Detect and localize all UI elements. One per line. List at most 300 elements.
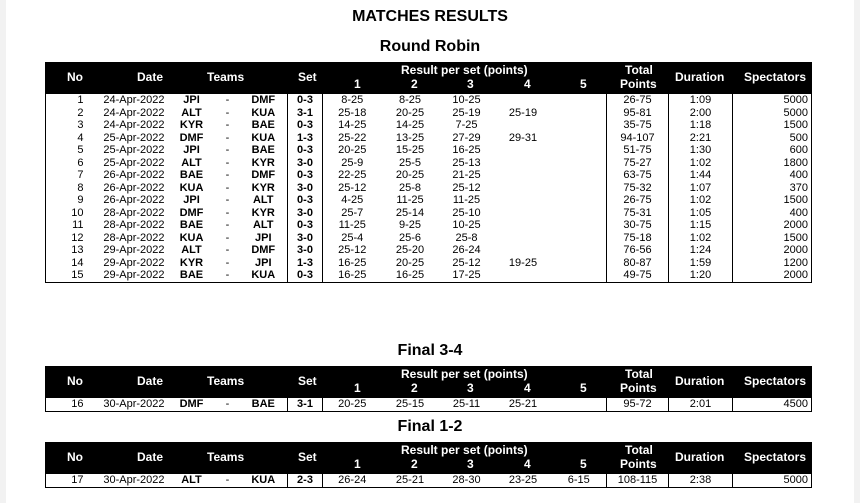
section-title-final-1-2: Final 1-2 — [397, 418, 463, 435]
cell-s2: 9-25 — [398, 219, 422, 231]
table-row — [46, 119, 812, 132]
header-set-3: 3 — [467, 381, 474, 395]
table-row — [46, 194, 812, 207]
cell-s3: 17-25 — [452, 269, 481, 281]
cell-date: 30-Apr-2022 — [103, 398, 165, 410]
cell-s5 — [552, 244, 607, 257]
cell-t2: KUA — [251, 106, 276, 119]
cell-s3: 25-19 — [452, 106, 481, 119]
cell-s4 — [495, 269, 552, 282]
cell-s1: 4-25 — [323, 194, 382, 207]
cell-set: 3-1 — [288, 398, 323, 412]
cell-spec: 4500 — [733, 398, 812, 412]
cell-s2: 25-14 — [395, 206, 425, 219]
header-set-4: 4 — [524, 77, 531, 91]
cell-t1: ALT — [181, 244, 202, 256]
cell-s3: 11-25 — [452, 194, 481, 206]
header-points: Points — [620, 77, 657, 91]
cell-no: 3 — [77, 119, 84, 131]
round-robin-table — [45, 93, 812, 283]
cell-total: 26-75 — [607, 94, 669, 107]
cell-s5 — [552, 169, 607, 182]
header-result-per-set: Result per set (points) — [401, 367, 528, 381]
cell-t1: KUA — [179, 231, 204, 244]
cell-dash: - — [225, 156, 230, 169]
cell-date: 30-Apr-2022 — [103, 474, 165, 486]
table-row — [46, 157, 812, 170]
cell-s2: 25-6 — [398, 231, 422, 244]
cell-date: 28-Apr-2022 — [103, 231, 165, 244]
cell-spec: 600 — [733, 144, 812, 157]
cell-s1: 25-4 — [323, 232, 382, 245]
header-total: Total — [625, 63, 653, 77]
cell-spec: 370 — [733, 182, 812, 195]
cell-dur: 2:01 — [669, 398, 733, 412]
cell-s5 — [552, 144, 607, 157]
header-teams: Teams — [207, 374, 245, 388]
cell-set: 0-3 — [288, 144, 323, 157]
cell-s3: 21-25 — [452, 169, 481, 181]
cell-date: 28-Apr-2022 — [103, 219, 165, 231]
section-title-final-3-4: Final 3-4 — [397, 342, 463, 359]
cell-date: 24-Apr-2022 — [103, 106, 165, 119]
header-date: Date — [137, 70, 164, 84]
cell-s3: 16-25 — [452, 144, 481, 156]
header-set-5: 5 — [580, 77, 587, 91]
cell-s2: 13-25 — [395, 131, 425, 144]
cell-t2: KYR — [251, 181, 275, 194]
cell-date: 25-Apr-2022 — [103, 131, 165, 144]
cell-total: 95-72 — [607, 398, 669, 412]
cell-dash: - — [225, 131, 230, 144]
cell-s3: 25-13 — [452, 156, 481, 169]
cell-spec: 5000 — [733, 474, 812, 488]
cell-total: 75-32 — [607, 182, 669, 195]
cell-total: 51-75 — [607, 144, 669, 157]
table-row — [46, 269, 812, 282]
cell-s4: 19-25 — [508, 256, 538, 269]
cell-date: 25-Apr-2022 — [103, 156, 165, 169]
header-set-1: 1 — [354, 381, 361, 395]
cell-t1: DMF — [179, 398, 204, 410]
cell-dur: 1:59 — [669, 257, 733, 270]
table-row — [46, 207, 812, 220]
cell-s1: 25-9 — [323, 157, 382, 170]
cell-dur: 2:00 — [669, 107, 733, 120]
cell-t1: DMF — [179, 131, 204, 144]
cell-spec: 5000 — [733, 107, 812, 120]
cell-dur: 1:02 — [669, 157, 733, 170]
header-set-2: 2 — [411, 457, 418, 471]
cell-dash: - — [225, 106, 230, 119]
cell-spec: 400 — [733, 169, 812, 182]
header-points: Points — [620, 457, 657, 471]
table-row — [46, 144, 812, 157]
cell-total: 95-81 — [607, 107, 669, 120]
cell-t1: BAE — [179, 269, 204, 281]
cell-dur: 1:09 — [669, 94, 733, 107]
cell-t1: KYR — [179, 256, 204, 269]
cell-s3: 25-10 — [452, 206, 481, 219]
cell-s4 — [495, 94, 552, 107]
cell-dur: 1:15 — [669, 219, 733, 232]
cell-no: 13 — [71, 244, 84, 256]
cell-dur: 1:02 — [669, 232, 733, 245]
table-row — [46, 219, 812, 232]
cell-no: 11 — [72, 219, 84, 231]
cell-dur: 2:38 — [669, 474, 733, 488]
header-set-4: 4 — [524, 457, 531, 471]
cell-spec: 2000 — [733, 269, 812, 282]
cell-dash: - — [225, 194, 230, 206]
cell-s5 — [552, 194, 607, 207]
cell-total: 75-27 — [607, 157, 669, 170]
cell-dash: - — [225, 94, 230, 106]
cell-set: 1-3 — [288, 132, 323, 145]
cell-s2: 20-25 — [395, 169, 425, 181]
cell-s2: 11-25 — [396, 194, 424, 206]
cell-dur: 1:30 — [669, 144, 733, 157]
header-spectators: Spectators — [744, 70, 807, 84]
cell-s1: 20-25 — [323, 398, 382, 412]
header-total: Total — [625, 367, 653, 381]
cell-total: 63-75 — [607, 169, 669, 182]
header-set: Set — [298, 374, 317, 388]
cell-t2: ALT — [252, 219, 274, 231]
cell-no: 5 — [77, 144, 84, 156]
cell-s4 — [495, 169, 552, 182]
cell-set: 3-0 — [288, 207, 323, 220]
cell-total: 76-56 — [607, 244, 669, 257]
cell-total: 26-75 — [607, 194, 669, 207]
cell-dur: 1:18 — [669, 119, 733, 132]
cell-total: 49-75 — [607, 269, 669, 282]
cell-s2: 20-25 — [395, 106, 425, 119]
cell-spec: 1500 — [733, 232, 812, 245]
cell-s4: 25-19 — [508, 106, 538, 119]
cell-dash: - — [225, 474, 230, 486]
cell-t1: BAE — [179, 219, 204, 231]
cell-set: 0-3 — [288, 169, 323, 182]
cell-s3: 26-24 — [452, 244, 481, 256]
cell-total: 80-87 — [607, 257, 669, 270]
cell-dash: - — [225, 269, 230, 281]
cell-t1: JPI — [183, 94, 200, 106]
cell-set: 3-0 — [288, 232, 323, 245]
header-no: No — [67, 70, 83, 84]
cell-s4 — [495, 182, 552, 195]
header-duration: Duration — [675, 70, 725, 84]
cell-s3: 25-11 — [452, 398, 481, 410]
header-spectators: Spectators — [744, 450, 807, 464]
cell-t2: JPI — [254, 256, 272, 269]
cell-s2: 25-5 — [398, 156, 422, 169]
cell-t2: ALT — [252, 194, 274, 206]
cell-date: 26-Apr-2022 — [103, 181, 165, 194]
header-set-2: 2 — [411, 381, 418, 395]
cell-s5 — [552, 398, 607, 412]
cell-t2: KYR — [251, 206, 275, 219]
cell-dash: - — [225, 144, 230, 156]
cell-dash: - — [225, 231, 230, 244]
table-row — [46, 132, 812, 145]
cell-s3: 25-12 — [452, 256, 481, 269]
cell-dur: 1:24 — [669, 244, 733, 257]
header-date: Date — [137, 374, 164, 388]
cell-set: 3-1 — [288, 107, 323, 120]
cell-t2: KUA — [251, 474, 276, 486]
cell-spec: 400 — [733, 207, 812, 220]
cell-s2: 25-21 — [395, 474, 425, 486]
cell-set: 1-3 — [288, 257, 323, 270]
header-set-4: 4 — [524, 381, 531, 395]
cell-date: 24-Apr-2022 — [103, 119, 165, 131]
header-set-1: 1 — [354, 457, 361, 471]
cell-date: 29-Apr-2022 — [103, 244, 165, 256]
cell-s1: 16-25 — [323, 269, 382, 282]
cell-no: 15 — [71, 269, 84, 281]
table-row — [46, 182, 812, 195]
cell-s1: 25-12 — [323, 182, 382, 195]
cell-t2: BAE — [251, 144, 275, 156]
header-set-3: 3 — [467, 77, 474, 91]
table-row — [46, 474, 812, 488]
final-3-4-table — [45, 397, 812, 412]
cell-spec: 500 — [733, 132, 812, 145]
header-teams: Teams — [207, 70, 245, 84]
cell-no: 8 — [77, 181, 84, 194]
table-row — [46, 244, 812, 257]
cell-s1: 26-24 — [323, 474, 382, 488]
cell-dash: - — [225, 119, 230, 131]
cell-s4 — [495, 219, 552, 232]
table-header — [45, 442, 812, 473]
cell-date: 26-Apr-2022 — [103, 194, 165, 206]
cell-t1: DMF — [179, 206, 204, 219]
cell-no: 9 — [77, 194, 84, 206]
cell-s1: 11-25 — [323, 219, 382, 232]
cell-no: 14 — [71, 256, 84, 269]
section-title-round-robin: Round Robin — [379, 38, 481, 55]
cell-t2: KYR — [251, 156, 275, 169]
cell-s4 — [495, 244, 552, 257]
cell-s4 — [495, 232, 552, 245]
cell-s5 — [552, 157, 607, 170]
cell-t1: ALT — [181, 106, 202, 119]
cell-spec: 1800 — [733, 157, 812, 170]
cell-s1: 14-25 — [323, 119, 382, 132]
cell-spec: 1200 — [733, 257, 812, 270]
cell-total: 94-107 — [607, 132, 669, 145]
cell-s2: 14-25 — [395, 119, 425, 131]
table-header — [45, 62, 812, 93]
cell-spec: 2000 — [733, 219, 812, 232]
header-duration: Duration — [675, 374, 725, 388]
cell-date: 29-Apr-2022 — [103, 269, 165, 281]
cell-t2: JPI — [254, 231, 272, 244]
cell-t1: ALT — [181, 156, 202, 169]
cell-t1: JPI — [183, 194, 200, 206]
cell-s1: 20-25 — [323, 144, 382, 157]
cell-s1: 8-25 — [323, 94, 382, 107]
cell-s1: 25-22 — [323, 132, 382, 145]
cell-spec: 1500 — [733, 194, 812, 207]
cell-t2: BAE — [251, 398, 275, 410]
cell-dash: - — [225, 169, 230, 181]
header-points: Points — [620, 381, 657, 395]
cell-t1: ALT — [181, 474, 202, 486]
cell-s5 — [552, 232, 607, 245]
cell-s5 — [552, 107, 607, 120]
cell-set: 3-0 — [288, 182, 323, 195]
final-1-2-table — [45, 473, 812, 488]
cell-no: 17 — [71, 474, 84, 486]
cell-s2: 25-20 — [395, 244, 425, 256]
cell-no: 1 — [77, 94, 84, 106]
cell-spec: 2000 — [733, 244, 812, 257]
cell-s3: 25-12 — [452, 181, 481, 194]
header-duration: Duration — [675, 450, 725, 464]
cell-dur: 1:02 — [669, 194, 733, 207]
cell-set: 3-0 — [288, 244, 323, 257]
cell-t2: DMF — [251, 169, 276, 181]
cell-dur: 1:05 — [669, 207, 733, 220]
cell-set: 0-3 — [288, 269, 323, 282]
cell-no: 2 — [77, 106, 84, 119]
cell-s3: 10-25 — [452, 94, 481, 106]
cell-set: 0-3 — [288, 194, 323, 207]
header-no: No — [67, 374, 83, 388]
cell-s5 — [552, 219, 607, 232]
cell-no: 10 — [71, 206, 84, 219]
cell-s4 — [495, 194, 552, 207]
cell-dur: 1:07 — [669, 182, 733, 195]
cell-s3: 25-8 — [455, 231, 478, 244]
cell-s5 — [552, 207, 607, 220]
cell-s5 — [552, 94, 607, 107]
cell-no: 4 — [77, 131, 84, 144]
cell-s4 — [495, 144, 552, 157]
cell-spec: 5000 — [733, 94, 812, 107]
cell-total: 108-115 — [607, 474, 669, 488]
header-set-1: 1 — [354, 77, 361, 91]
header-set-2: 2 — [411, 77, 418, 91]
cell-set: 2-3 — [288, 474, 323, 488]
cell-dur: 1:44 — [669, 169, 733, 182]
cell-date: 26-Apr-2022 — [103, 169, 165, 181]
cell-s2: 25-8 — [398, 181, 422, 194]
cell-t2: BAE — [251, 119, 275, 131]
cell-s2: 15-25 — [395, 144, 425, 156]
cell-dash: - — [225, 206, 230, 219]
cell-s1: 22-25 — [323, 169, 382, 182]
table-row — [46, 107, 812, 120]
table-row — [46, 398, 812, 412]
header-total: Total — [625, 443, 653, 457]
cell-s5 — [552, 182, 607, 195]
cell-s2: 25-15 — [395, 398, 425, 410]
cell-s4 — [495, 207, 552, 220]
cell-dash: - — [225, 398, 230, 410]
header-set: Set — [298, 450, 317, 464]
cell-date: 24-Apr-2022 — [103, 94, 165, 106]
cell-spec: 1500 — [733, 119, 812, 132]
cell-s4 — [495, 157, 552, 170]
cell-no: 7 — [77, 169, 84, 181]
cell-no: 6 — [77, 156, 84, 169]
header-result-per-set: Result per set (points) — [401, 63, 528, 77]
cell-t1: BAE — [179, 169, 204, 181]
cell-date: 28-Apr-2022 — [103, 206, 165, 219]
cell-dash: - — [225, 244, 230, 256]
cell-set: 0-3 — [288, 219, 323, 232]
cell-total: 30-75 — [607, 219, 669, 232]
header-spectators: Spectators — [744, 374, 807, 388]
cell-s4: 25-21 — [508, 398, 538, 410]
header-no: No — [67, 450, 83, 464]
cell-date: 29-Apr-2022 — [103, 256, 165, 269]
cell-s3: 7-25 — [455, 119, 478, 131]
cell-s5 — [552, 119, 607, 132]
page-title: MATCHES RESULTS — [352, 8, 508, 25]
cell-dur: 2:21 — [669, 132, 733, 145]
cell-t2: DMF — [251, 244, 276, 256]
cell-no: 12 — [71, 231, 84, 244]
cell-total: 75-18 — [607, 232, 669, 245]
cell-s5: 6-15 — [567, 474, 590, 486]
header-set-5: 5 — [580, 457, 587, 471]
header-set: Set — [298, 70, 317, 84]
cell-total: 75-31 — [607, 207, 669, 220]
cell-date: 25-Apr-2022 — [103, 144, 165, 156]
cell-s3: 28-30 — [452, 474, 481, 486]
cell-t2: KUA — [251, 269, 276, 281]
cell-s5 — [552, 269, 607, 282]
cell-s5 — [552, 257, 607, 270]
header-set-5: 5 — [580, 381, 587, 395]
header-date: Date — [137, 450, 164, 464]
cell-s4 — [495, 119, 552, 132]
table-row — [46, 94, 812, 107]
header-result-per-set: Result per set (points) — [401, 443, 528, 457]
cell-s2: 20-25 — [395, 256, 425, 269]
cell-t1: JPI — [183, 144, 200, 156]
table-row — [46, 257, 812, 270]
cell-dash: - — [225, 219, 230, 231]
table-header — [45, 366, 812, 397]
cell-total: 35-75 — [607, 119, 669, 132]
header-set-3: 3 — [467, 457, 474, 471]
cell-s3: 10-25 — [452, 219, 481, 231]
cell-dash: - — [225, 181, 230, 194]
cell-s3: 27-29 — [452, 131, 481, 144]
cell-t2: KUA — [251, 131, 276, 144]
cell-s2: 8-25 — [398, 94, 422, 106]
cell-set: 0-3 — [288, 94, 323, 107]
cell-s4: 23-25 — [508, 474, 538, 486]
cell-set: 3-0 — [288, 157, 323, 170]
cell-s1: 25-12 — [323, 244, 382, 257]
cell-t2: DMF — [251, 94, 276, 106]
table-row — [46, 232, 812, 245]
cell-s2: 16-25 — [395, 269, 425, 281]
cell-s5 — [552, 132, 607, 145]
cell-dash: - — [225, 256, 230, 269]
cell-s4: 29-31 — [508, 131, 538, 144]
cell-s1: 25-7 — [323, 207, 382, 220]
cell-s1: 16-25 — [323, 257, 382, 270]
cell-dur: 1:20 — [669, 269, 733, 282]
